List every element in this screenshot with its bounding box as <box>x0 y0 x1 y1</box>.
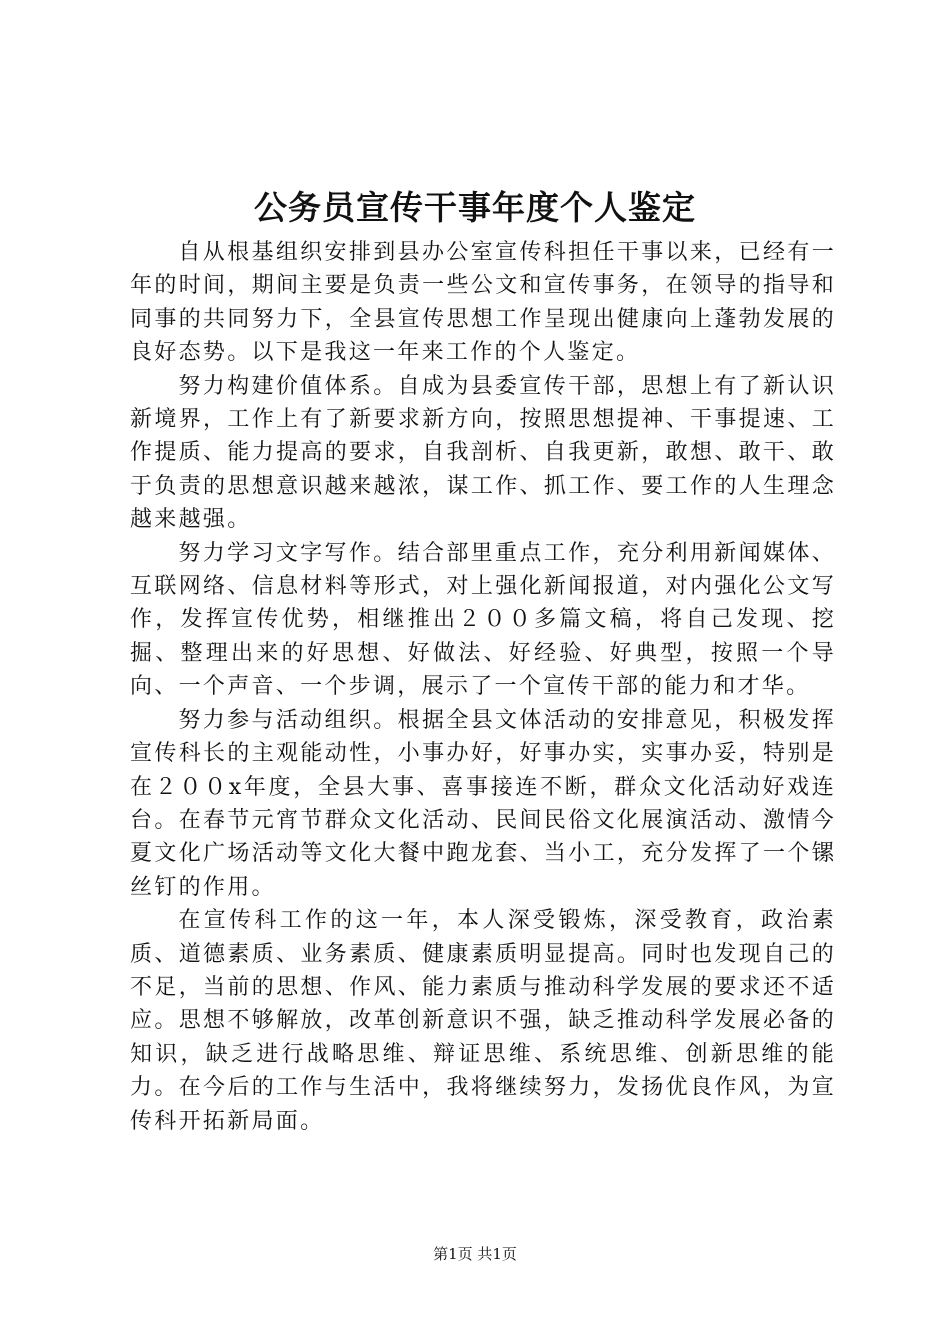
document-body <box>130 236 836 1138</box>
paragraph-activities: 努力参与活动组织。根据全县文体活动的安排意见，积极发挥宣传科长的主观能动性，小事办好，好事办实，实事办妥，特别是在２００x年度，全县大事、喜事接连不断，群众文化活动好戏连台。在春节元宵节群众文化活动、民间民俗文化展演活动、激情今夏文化广场活动等文化大餐中跑龙套、当小工，充分发挥了一个镙丝钉的作用。 <box>130 707 836 900</box>
paragraph-intro: 自从根基组织安排到县办公室宣传科担任干事以来，已经有一年的时间，期间主要是负责一些公文和宣传事务，在领导的指导和同事的共同努力下，全县宣传思想工作呈现出健康向上蓬勃发展的良好态势。以下是我这一年来工作的个人鉴定。 <box>130 240 836 366</box>
paragraph-values: 努力构建价值体系。自成为县委宣传干部，思想上有了新认识新境界，工作上有了新要求新方向，按照思想提神、干事提速、工作提质、能力提高的要求，自我剖析、自我更新，敢想、敢干、敢于负责的思想意识越来越浓，谋工作、抓工作、要工作的人生理念越来越强。 <box>130 373 836 533</box>
page-footer: 第1页 共1页 <box>433 1245 517 1263</box>
document-title: 公务员宣传干事年度个人鉴定 <box>254 188 696 227</box>
paragraph-writing: 努力学习文字写作。结合部里重点工作，充分利用新闻媒体、互联网络、信息材料等形式，对上强化新闻报道，对内强化公文写作，发挥宣传优势，相继推出２００多篇文稿，将自己发现、挖掘、整理出来的好思想、好做法、好经验、好典型，按照一个导向、一个声音、一个步调，展示了一个宣传干部的能力和才华。 <box>130 540 836 700</box>
paragraph-summary: 在宣传科工作的这一年，本人深受锻炼，深受教育，政治素质、道德素质、业务素质、健康素质明显提高。同时也发现自己的不足，当前的思想、作风、能力素质与推动科学发展的要求还不适应。思想不够解放，改革创新意识不强，缺乏推动科学发展必备的知识，缺乏进行战略思维、辩证思维、系统思维、创新思维的能力。在今后的工作与生活中，我将继续努力，发扬优良作风，为宣传科开拓新局面。 <box>130 908 836 1134</box>
